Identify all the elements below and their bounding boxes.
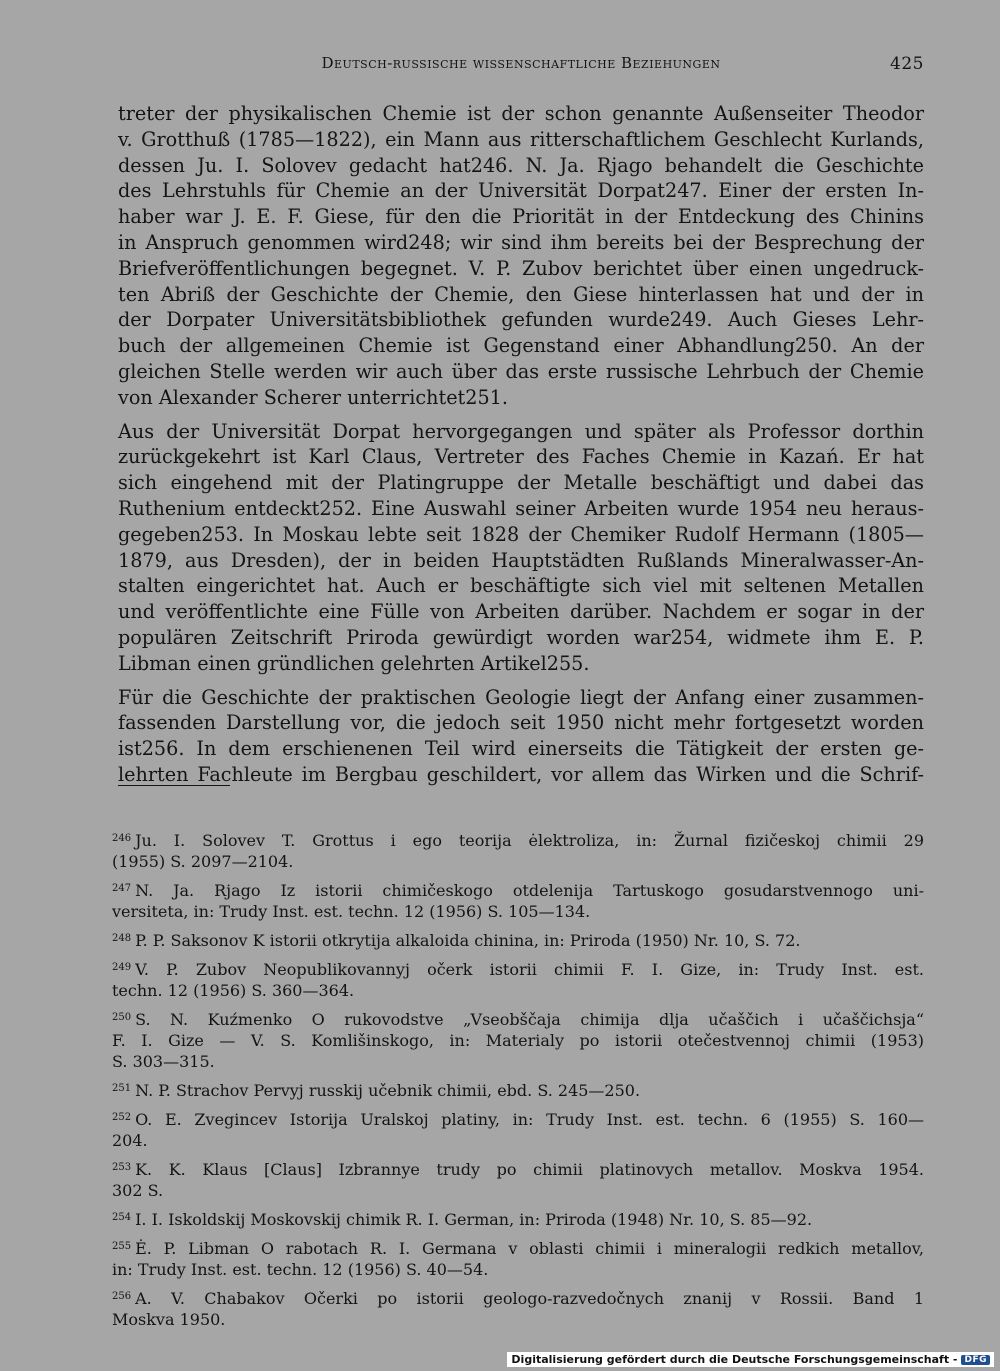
footnote <box>112 928 924 951</box>
footnote-text: Ju. I. Solovev T. Grottus i ego teorija ėlektroliza, in: Žurnal fizičeskoj chimii 29 <box>135 831 924 850</box>
paragraph-2 <box>118 419 924 677</box>
footnote-text: 204. <box>112 1131 148 1150</box>
text-line: Libman einen gründlichen gelehrten Artikel255. <box>118 651 590 675</box>
footnote-number: 254 <box>112 1212 132 1223</box>
credit-text: Digitalisierung gefördert durch die Deutsche Forschungsgemeinschaft - <box>511 1353 958 1366</box>
footnote-text: S. N. Kuźmenko O rukovodstve „Vseobščaja chimija dlja učaščich i učaščichsja“ <box>135 1010 924 1029</box>
footnote-text: K. K. Klaus [Claus] Izbrannye trudy po chimii platinovych metallov. Moskva 1954. <box>135 1160 924 1179</box>
footnote-number: 255 <box>112 1241 132 1252</box>
footnote <box>112 1236 924 1280</box>
text-line: stalten eingerichtet hat. Auch er beschäftigte sich viel mit seltenen Metallen <box>118 574 924 598</box>
dfg-logo: DFG <box>961 1355 990 1365</box>
paragraph-3 <box>118 685 924 788</box>
footnote <box>112 828 924 872</box>
text-line: 1879, aus Dresden), der in beiden Hauptstädten Rußlands Mineralwasser-An- <box>118 548 924 572</box>
text-line: Briefveröffentlichungen begegnet. V. P. Zubov berichtet über einen ungedruck- <box>118 256 924 280</box>
footnote-text: versiteta, in: Trudy Inst. est. techn. 12 (1956) S. 105—134. <box>112 902 591 921</box>
footnote-separator <box>118 785 230 786</box>
footnote-text: N. Ja. Rjago Iz istorii chimičeskogo otdelenija Tartuskogo gosudarstvennogo uni- <box>135 881 924 900</box>
text-line: ist256. In dem erschienenen Teil wird einerseits die Tätigkeit der ersten ge- <box>118 737 924 761</box>
running-header <box>118 54 924 80</box>
text-line: und veröffentlichte eine Fülle von Arbeiten darüber. Nachdem er sogar in der <box>118 600 924 624</box>
footnote-text: V. P. Zubov Neopublikovannyj očerk istorii chimii F. I. Gize, in: Trudy Inst. est. <box>135 960 924 979</box>
footnote-number: 256 <box>112 1291 132 1302</box>
footnote-text: (1955) S. 2097—2104. <box>112 852 294 871</box>
text-line: haber war J. E. F. Giese, für den die Priorität in der Entdeckung des Chinins <box>118 205 924 229</box>
text-line: populären Zeitschrift Priroda gewürdigt worden war254, widmete ihm E. P. <box>118 625 924 649</box>
footnotes <box>112 828 924 1336</box>
text-line: in Anspruch genommen wird248; wir sind ihm bereits bei der Besprechung der <box>118 230 924 254</box>
text-line: treter der physikalischen Chemie ist der schon genannte Außenseiter Theodor <box>118 102 924 125</box>
footnote-text: P. P. Saksonov K istorii otkrytija alkaloida chinina, in: Priroda (1950) Nr. 10, S. 72. <box>135 931 801 950</box>
footnote <box>112 1007 924 1072</box>
text-line: zurückgekehrt ist Karl Claus, Vertreter des Faches Chemie in Kazań. Er hat <box>118 445 924 469</box>
text-line: v. Grotthuß (1785—1822), ein Mann aus ritterschaftlichem Geschlecht Kurlands, <box>118 127 924 151</box>
footnote-number: 247 <box>112 883 132 894</box>
body-text <box>118 101 924 796</box>
page-number: 425 <box>890 54 924 74</box>
footnote <box>112 957 924 1001</box>
footnote-number: 246 <box>112 833 132 844</box>
text-line: der Dorpater Universitätsbibliothek gefunden wurde249. Auch Gieses Lehr- <box>118 308 924 332</box>
paragraph-1 <box>118 101 924 411</box>
footnote-text: I. I. Iskoldskij Moskovskij chimik R. I. German, in: Priroda (1948) Nr. 10, S. 85—92. <box>135 1210 813 1229</box>
text-line: Für die Geschichte der praktischen Geologie liegt der Anfang einer zusammen- <box>118 685 924 709</box>
footnote-text: Moskva 1950. <box>112 1310 226 1329</box>
footnote <box>112 878 924 922</box>
footnote-number: 250 <box>112 1012 132 1023</box>
footnote-text: in: Trudy Inst. est. techn. 12 (1956) S. 40—54. <box>112 1260 489 1279</box>
text-line: Ruthenium entdeckt252. Eine Auswahl seiner Arbeiten wurde 1954 neu heraus- <box>118 496 924 520</box>
footnote <box>112 1107 924 1151</box>
footnote-number: 251 <box>112 1083 132 1094</box>
text-line: lehrten Fachleute im Bergbau geschildert, vor allem das Wirken und die Schrif- <box>118 762 924 786</box>
text-line: ten Abriß der Geschichte der Chemie, den Giese hinterlassen hat und der in <box>118 282 924 306</box>
text-line: gleichen Stelle werden wir auch über das erste russische Lehrbuch der Chemie <box>118 359 924 383</box>
text-line: fassenden Darstellung vor, die jedoch seit 1950 nicht mehr fortgesetzt worden <box>118 711 924 735</box>
footnote-text: S. 303—315. <box>112 1052 215 1071</box>
footnote-text: F. I. Gize — V. S. Komlišinskogo, in: Materialy po istorii otečestvennoj chimii (1953) <box>112 1031 924 1050</box>
footnote <box>112 1078 924 1101</box>
text-line: sich eingehend mit der Platingruppe der Metalle beschäftigt und dabei das <box>118 471 924 495</box>
footnote-text: A. V. Chabakov Očerki po istorii geologo-razvedočnych znanij v Rossii. Band 1 <box>135 1289 924 1308</box>
footnote <box>112 1207 924 1230</box>
footnote-number: 252 <box>112 1112 132 1123</box>
digitization-credit <box>507 1352 994 1367</box>
text-line: Aus der Universität Dorpat hervorgegangen und später als Professor dorthin <box>118 419 924 443</box>
text-line: buch der allgemeinen Chemie ist Gegenstand einer Abhandlung250. An der <box>118 334 924 358</box>
footnote-text: techn. 12 (1956) S. 360—364. <box>112 981 355 1000</box>
footnote-text: O. E. Zvegincev Istorija Uralskoj platiny, in: Trudy Inst. est. techn. 6 (1955) S. 160— <box>135 1110 924 1129</box>
text-line: des Lehrstuhls für Chemie an der Universität Dorpat247. Einer der ersten In- <box>118 179 924 203</box>
text-line: dessen Ju. I. Solovev gedacht hat246. N. Ja. Rjago behandelt die Geschichte <box>118 153 924 177</box>
footnote-text: Ė. P. Libman O rabotach R. I. Germana v oblasti chimii i mineralogii redkich metallov, <box>135 1239 924 1258</box>
footnote <box>112 1286 924 1330</box>
footnote-number: 249 <box>112 962 132 973</box>
running-title: Deutsch-russische wissenschaftliche Beziehungen <box>321 54 721 72</box>
text-line: von Alexander Scherer unterrichtet251. <box>118 385 508 409</box>
footnote-text: 302 S. <box>112 1181 164 1200</box>
footnote-text: N. P. Strachov Pervyj russkij učebnik chimii, ebd. S. 245—250. <box>135 1081 641 1100</box>
text-line: gegeben253. In Moskau lebte seit 1828 der Chemiker Rudolf Hermann (1805— <box>118 522 924 546</box>
footnote-number: 253 <box>112 1162 132 1173</box>
footnote-number: 248 <box>112 933 132 944</box>
footnote <box>112 1157 924 1201</box>
